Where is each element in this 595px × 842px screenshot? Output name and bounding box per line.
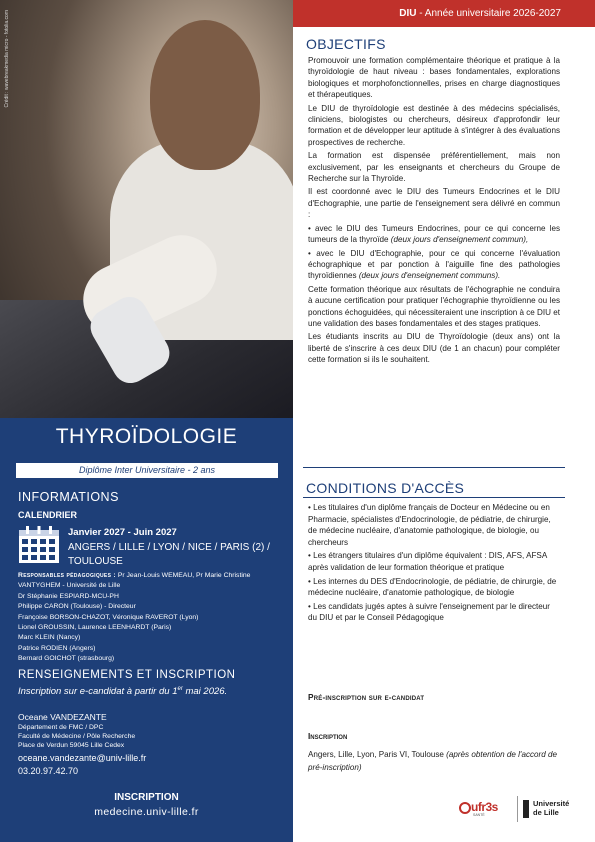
calendar-cities: ANGERS / LILLE / LYON / NICE / PARIS (2) / TOULOUSE <box>68 542 270 567</box>
photo-doctor-head <box>150 20 260 170</box>
registration-text-start: Inscription sur e-candidat à partir du 1 <box>18 686 178 698</box>
conditions-heading: CONDITIONS D'ACCÈS <box>306 480 465 496</box>
responsables-line: Pr Jean-Louis WEMEAU, Pr Marie Christine VANTYGHEM - Université de Lille <box>18 572 251 590</box>
header-text <box>399 8 561 19</box>
bullet-text: • avec le DIU des Tumeurs Endocrines, pour ce qui concerne les tumeurs de la thyroïde <box>308 223 560 245</box>
contact-faculty: Faculté de Médecine / Pôle Recherche <box>18 733 136 740</box>
contact-email-link[interactable]: oceane.vandezante@univ-lille.fr <box>18 753 147 763</box>
calendar-dates: Janvier 2027 - Juin 2027 <box>68 527 177 538</box>
inscription-cities: Angers, Lille, Lyon, Paris VI, Toulouse <box>308 750 447 759</box>
bullet-italic: (deux jours d'enseignement commun), <box>390 235 529 245</box>
bullet-text: • avec le DIU d'Echographie, pour ce qui concerne l'évaluation échographique et par ponction à l'aiguille fine des pathologies thyroïdiennes <box>308 248 560 281</box>
conditions-item: • Les étrangers titulaires d'un diplôme équivalent : DIS, AFS, AFSA après validation de leur formation théorique et pratique <box>308 551 547 572</box>
responsables-label: Responsables pédagogiques : <box>18 572 116 579</box>
registration-text <box>18 686 227 697</box>
page-title: THYROÏDOLOGIE <box>55 425 238 448</box>
responsables-line: Dr Stéphanie ESPIARD-MCU-PH <box>18 592 119 600</box>
universite-lille-logo-text: Université de Lille <box>533 799 570 817</box>
conditions-item: • Les internes du DES d'Endocrinologie, de pédiatrie, de chirurgie, de médecine nucléaire, d'anatomie pathologique, de biologie <box>308 576 557 598</box>
contact-phone[interactable]: 03.20.97.42.70 <box>18 766 79 776</box>
calendar-icon <box>18 526 60 564</box>
left-column <box>0 0 293 842</box>
section-divider <box>303 467 565 468</box>
objectifs-paragraph: La formation est dispensée préférentiellement, mais non exclusivement, par les enseignants et chercheurs du Groupe de Recherche sur la Thyroïde. <box>308 151 560 184</box>
inscription-heading: Inscription <box>308 731 348 741</box>
objectifs-paragraph: Cette formation théorique aux résultats de l'échographie ne conduira à aucune certification pour pratiquer l'échographie thyroïdienne ou les ponctions échoguidées, qui nécessiteraient une inscription à ce DIU et une validation des bases fondamentales et des stages pratiques. <box>308 284 560 328</box>
objectifs-body <box>308 55 560 368</box>
responsables-line: Patrice RODIEN (Angers) <box>18 644 96 652</box>
preinscription-heading: Pré-inscription sur e-candidat <box>308 692 425 702</box>
ufr3s-logo-sub: SANTÉ <box>473 813 485 817</box>
photo-credit: Crédit : wavebreakmedia micro - fotolia.com <box>4 10 10 108</box>
conditions-body <box>308 502 560 626</box>
objectifs-bullet <box>308 248 560 282</box>
ufr3s-logo-text: ufr3s <box>471 800 498 814</box>
website-link[interactable]: medecine.univ-lille.fr <box>94 806 199 818</box>
universite-lille-logo <box>521 798 571 822</box>
objectifs-heading: OBJECTIFS <box>306 36 386 52</box>
logo-separator <box>517 796 518 822</box>
objectifs-paragraph: Le DIU de thyroïdologie est destinée à des médecins spécialisés, cliniciens, biologistes ou chercheurs, désireux d'approfondir leur formation et de développer leur aptitude à s'intégrer à des évaluations prospectives de recherche. <box>308 103 560 147</box>
header-bar <box>293 0 595 27</box>
universite-lille-mark-icon <box>521 800 531 818</box>
registration-heading: RENSEIGNEMENTS ET INSCRIPTION <box>18 669 236 681</box>
header-year: - Année universitaire 2026-2027 <box>416 8 561 19</box>
conditions-item: • Les candidats jugés aptes à suivre l'enseignement par le directeur du DIU et par le Conseil Pédagogique <box>308 601 550 623</box>
ufr3s-mark-icon <box>459 801 471 815</box>
objectifs-bullet <box>308 223 560 246</box>
responsables-line: Lionel GROUSSIN, Laurence LEENHARDT (Paris) <box>18 624 172 632</box>
informations-heading: INFORMATIONS <box>18 490 119 504</box>
header-diu: DIU <box>399 8 417 19</box>
responsables-line: Philippe CARON (Toulouse) - Directeur <box>18 603 136 611</box>
contact-name: Oceane VANDEZANTE <box>18 712 107 722</box>
objectifs-paragraph: Il est coordonné avec le DIU des Tumeurs Endocrines et le DIU d'Echographie, une partie de l'enseignement sera délivré en commun : <box>308 187 560 220</box>
objectifs-paragraph: Promouvoir une formation complémentaire théorique et pratique à la thyroïdologie de haut niveau : bases fondamentales, explorations biologiques et morphofonctionnelles, prises en charge diagnostiques et thérapeutiques. <box>308 56 560 100</box>
ufr3s-logo <box>459 798 514 820</box>
contact-department: Département de FMC / DPC <box>18 724 104 731</box>
conditions-item: • Les titulaires d'un diplôme français de Docteur en Médecine ou en Pharmacie, spécialistes d'Endocrinologie, de pédiatrie, de chirurgie, de médecine nucléaire, d'anatomie pathologique, de biologie, ou chercheurs <box>308 503 551 547</box>
responsables-block <box>18 571 280 665</box>
contact-address: Place de Verdun 59045 Lille Cedex <box>18 742 125 749</box>
cover-photo <box>0 0 293 418</box>
diploma-subtitle: Diplôme Inter Universitaire - 2 ans <box>16 463 278 478</box>
calendar-heading: CALENDRIER <box>18 510 78 520</box>
registration-text-sup: er <box>177 686 183 692</box>
bullet-italic: (deux jours d'enseignement communs). <box>358 271 501 281</box>
responsables-line: Marc KLEIN (Nancy) <box>18 634 81 642</box>
objectifs-paragraph: Les étudiants inscrits au DIU de Thyroïdologie (deux ans) ont la liberté de s'inscrire à ces deux DIU (de 1 an chacun) pour compléter cette formation si ils le souhaitent. <box>308 332 560 365</box>
responsables-line: Françoise BORSON-CHAZOT, Véronique RAVEROT (Lyon) <box>18 613 199 621</box>
inscription-text <box>308 749 560 774</box>
inscription-note: (après obtention de l'accord de pré-inscription) <box>308 750 558 772</box>
registration-text-end: mai 2026. <box>182 686 228 698</box>
section-divider <box>303 497 565 498</box>
inscription-label: INSCRIPTION <box>114 792 179 803</box>
responsables-line: Bernard GOICHOT (strasbourg) <box>18 655 115 663</box>
